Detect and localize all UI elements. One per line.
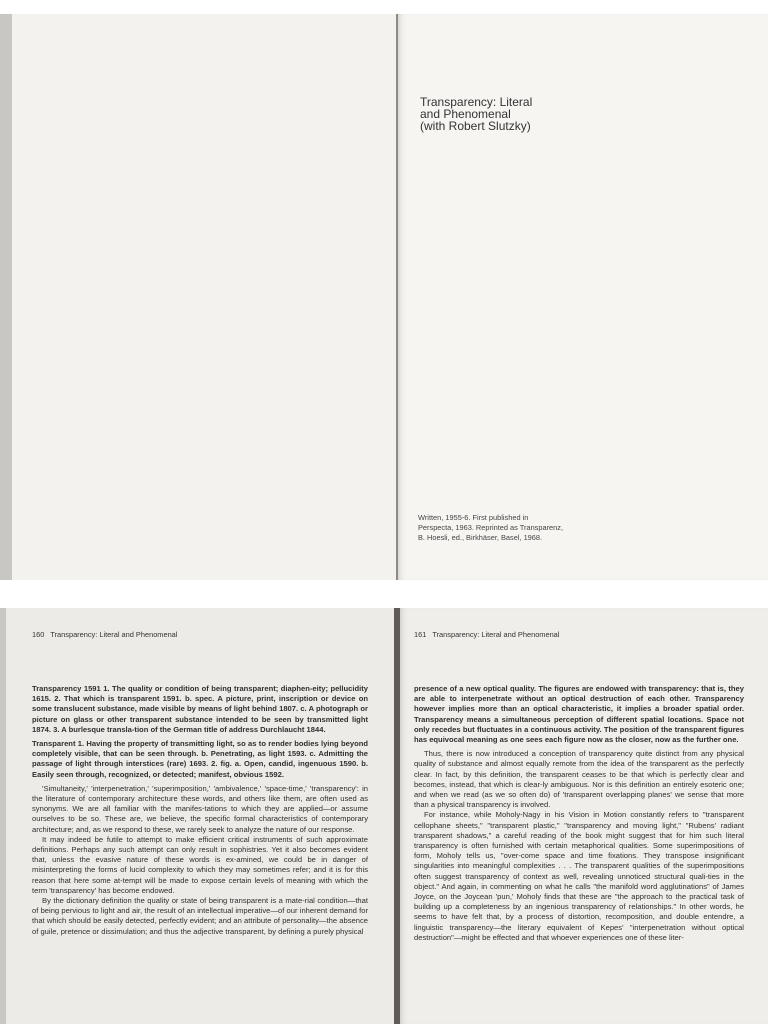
blank-left-page: [12, 14, 398, 580]
dictionary-entry-transparent: Transparent 1. Having the property of transmitting light, so as to render bodies lying beyond completely visible, that can be seen through. b. Penetrating, as light 1593. c. Admitting the passage of light through interstices (rare) 1693. 2. fig. a. Open, candid, ingenuous 1590. b. Easily seen through, recognized, or detected; manifest, obvious 1592.: [32, 739, 368, 779]
running-header: [32, 630, 177, 639]
dictionary-entry-transparency: Transparency 1591 1. The quality or condition of being transparent; diaphen-eity; pellucidity 1615. 2. That which is transparent 1591. b. spec. A picture, print, inscription or device on some translucent substance, made visible by means of light behind 1807. c. A photograph or picture on glass or other transparent substance intended to be seen by transmitted light 1874. 3. A burlesque transla-tion of the German title of address Durchlaucht 1844.: [32, 684, 368, 734]
page-number: 161: [414, 630, 427, 639]
running-header: [414, 630, 559, 639]
left-text-page: [6, 608, 394, 1024]
chapter-title: Transparency: Literal and Phenomenal (with Robert Slutzky): [420, 95, 533, 133]
right-text-page: [400, 608, 768, 1024]
block-quote: presence of a new optical quality. The figures are endowed with transparency: that is, they are able to interpenetrate without an optical destruction of each other. Transparency however implies more than an optical characteristic, it implies a broader spatial order. Transparency means a simultaneous perception of different spatial locations. Space not only recedes but fluctuates in a continuous activity. The position of the transparent figures has equivocal meaning as one sees each figure now as the closer, now as the further one.: [414, 684, 744, 745]
page-gutter: [0, 580, 768, 608]
running-head-text: Transparency: Literal and Phenomenal: [50, 630, 178, 639]
page-number: 160: [32, 630, 45, 639]
paragraph: 'Simultaneity,' 'interpenetration,' 'superimposition,' 'ambivalence,' 'space-time,' 'transparency': in the literature of contemporary architecture these words, and others like them, are often used as synonyms. We are all familiar with the manifes-tations to which they are applied—or assume ourselves to be so. These are, we believe, the specific formal characteristics of contemporary architecture; and, as we respond to these, we rarely seek to analyze the nature of our response.: [32, 783, 368, 834]
text-column: [414, 684, 744, 943]
publication-credit: Written, 1955-6. First published in Perspecta, 1963. Reprinted as Transparenz, B. Hoesli, ed., Birkhäser, Basel, 1968.: [418, 513, 564, 542]
page-gutter: [0, 0, 768, 14]
text-column: [32, 684, 368, 937]
paragraph: Thus, there is now introduced a conception of transparency quite distinct from any physical quality of substance and almost equally remote from the idea of the transparent as the perfectly clear. In fact, by this definition, the transparent ceases to be that which is perfectly clear and becomes, instead, that which is clear-ly ambiguous. Nor is this definition an entirely esoteric one; and when we read (as we so often do) of 'transparent overlapping planes' we sense that more than a physical transparency is involved.: [414, 749, 744, 810]
chapter-title-page: [398, 14, 768, 580]
paragraph: For instance, while Moholy-Nagy in his Vision in Motion constantly refers to "transparent cellophane sheets," "transparent plastic," "transparency and moving light," "Rubens' radiant transparent shadows," a careful reading of the book might suggest that for him such literal transparency is often furnished with certain metaphorical qualities. Some superimpositions of form, Moholy tells us, "over-come space and time fixations. They transpose insignificant singularities into meaningful complexities . . . The transparent qualities of the superimpositions often suggest transparency of context as well, revealing unnoticed structural quali-ties in the object." And again, in commenting on what he calls "the manifold word agglutinations" of James Joyce, on the Joycean 'pun,' Moholy finds that these are "the approach to the practical task of building up a completeness by an ingenious transparency of relationships." In other words, he seems to have felt that, by a process of distortion, recomposition, and double entendre, a linguistic transparency—the literary equivalent of Kepes' "interpenetration without optical destruction"—might be effected and that whoever experiences one of these liter-: [414, 810, 744, 942]
paragraph: It may indeed be futile to attempt to make efficient critical instruments of such approximate definitions. Perhaps any such attempt can only result in sophistries. Yet it also becomes evident that, unless the evasive nature of these words is ex-amined, we could be in danger of misinterpreting the forms of lucid complexity to which they may sometimes refer; and it is for this reason that here some at-tempt will be made to expose certain levels of meaning with which the term 'transparency' has become endowed.: [32, 834, 368, 895]
paragraph: By the dictionary definition the quality or state of being transparent is a mate-rial condition—that of being pervious to light and air, the result of an intellectual imperative—of our inherent demand for that which should be easily detected, perfectly evident; and an attribute of personality—the absence of guile, pretence or dissimulation; and thus the adjective transparent, by defining a purely physical: [32, 896, 368, 936]
running-head-text: Transparency: Literal and Phenomenal: [432, 630, 560, 639]
